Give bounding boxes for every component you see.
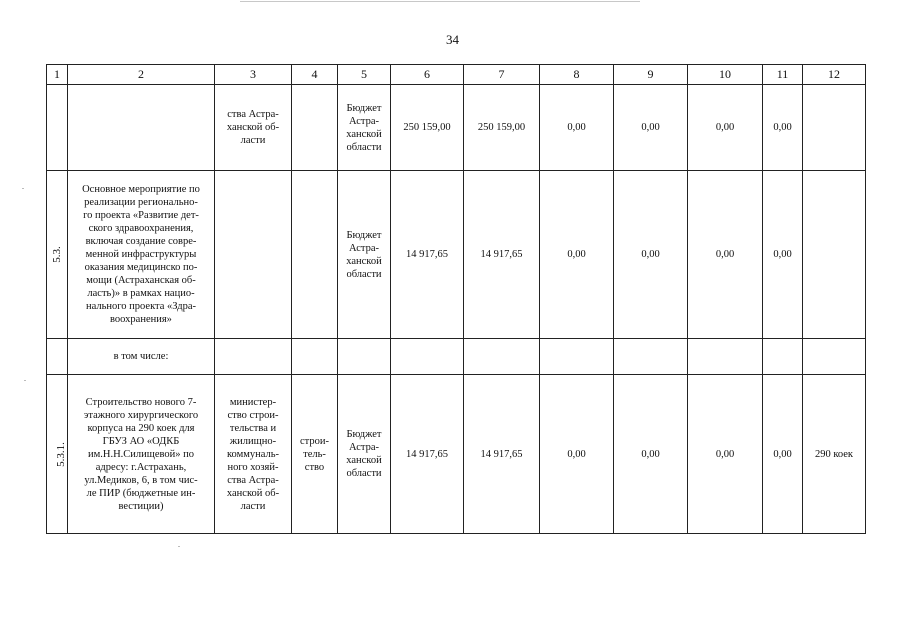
column-header: 8 — [540, 65, 614, 85]
amount-cell: 0,00 — [540, 171, 614, 339]
scan-speck — [178, 546, 180, 547]
funding-source-cell: Бюджет Астра- ханской области — [338, 171, 391, 339]
amount-cell: 14 917,65 — [391, 375, 464, 534]
table-header-row — [47, 65, 866, 85]
event-description-cell: Основное мероприятие по реализации регионально- го проекта «Развитие дет- ского здравоохранения, включая создание совре- менной инфраструктуры оказания медицинско по- мощи (Астраханская об- ласть)» в рамках нацио- нального проекта «Здра- воохранения» — [68, 171, 215, 339]
amount-cell — [391, 339, 464, 375]
row-number-cell — [47, 85, 68, 171]
scan-top-rule — [240, 1, 640, 2]
column-header: 9 — [614, 65, 688, 85]
table-row — [47, 375, 866, 534]
amount-cell: 14 917,65 — [464, 375, 540, 534]
amount-cell: 0,00 — [614, 375, 688, 534]
funding-source-cell: Бюджет Астра- ханской области — [338, 375, 391, 534]
responsible-executor-cell: ства Астра- ханской об- ласти — [215, 85, 292, 171]
activity-type-cell — [292, 85, 338, 171]
activity-type-cell — [292, 171, 338, 339]
responsible-executor-cell — [215, 171, 292, 339]
amount-cell — [464, 339, 540, 375]
table-row — [47, 85, 866, 171]
column-header: 1 — [47, 65, 68, 85]
budget-table — [46, 64, 866, 534]
amount-cell — [688, 339, 763, 375]
amount-cell: 0,00 — [614, 85, 688, 171]
result-cell — [803, 171, 866, 339]
event-description-cell: в том числе: — [68, 339, 215, 375]
amount-cell — [614, 339, 688, 375]
amount-cell: 14 917,65 — [464, 171, 540, 339]
responsible-executor-cell — [215, 339, 292, 375]
column-header: 12 — [803, 65, 866, 85]
column-header: 4 — [292, 65, 338, 85]
result-cell — [803, 339, 866, 375]
amount-cell: 0,00 — [763, 85, 803, 171]
amount-cell: 14 917,65 — [391, 171, 464, 339]
event-description-cell — [68, 85, 215, 171]
amount-cell: 0,00 — [540, 85, 614, 171]
column-header: 11 — [763, 65, 803, 85]
amount-cell — [763, 339, 803, 375]
amount-cell: 250 159,00 — [464, 85, 540, 171]
amount-cell: 0,00 — [688, 85, 763, 171]
column-header: 3 — [215, 65, 292, 85]
page-number: 34 — [446, 32, 459, 47]
activity-type-cell: строи- тель- ство — [292, 375, 338, 534]
scan-speck — [24, 380, 26, 381]
column-header: 7 — [464, 65, 540, 85]
table-row — [47, 339, 866, 375]
amount-cell: 0,00 — [688, 171, 763, 339]
amount-cell: 250 159,00 — [391, 85, 464, 171]
amount-cell: 0,00 — [763, 375, 803, 534]
column-header: 5 — [338, 65, 391, 85]
column-header: 10 — [688, 65, 763, 85]
amount-cell: 0,00 — [763, 171, 803, 339]
responsible-executor-cell: министер- ство строи- тельства и жилищно- коммуналь- ного хозяй- ства Астра- ханской об- ласти — [215, 375, 292, 534]
amount-cell — [540, 339, 614, 375]
result-cell: 290 коек — [803, 375, 866, 534]
event-description-cell: Строительство нового 7- этажного хирургического корпуса на 290 коек для ГБУЗ АО «ОДКБ им.Н.Н.Силищевой» по адресу: г.Астрахань, ул.Медиков, 6, в том чис- ле ПИР (бюджетные ин- вестиции) — [68, 375, 215, 534]
amount-cell: 0,00 — [614, 171, 688, 339]
amount-cell: 0,00 — [540, 375, 614, 534]
row-number-cell: 5.3.1. — [47, 375, 68, 534]
result-cell — [803, 85, 866, 171]
column-header: 6 — [391, 65, 464, 85]
activity-type-cell — [292, 339, 338, 375]
table-row — [47, 171, 866, 339]
row-number-cell: 5.3. — [47, 171, 68, 339]
amount-cell: 0,00 — [688, 375, 763, 534]
scan-speck — [22, 188, 24, 189]
funding-source-cell: Бюджет Астра- ханской области — [338, 85, 391, 171]
funding-source-cell — [338, 339, 391, 375]
column-header: 2 — [68, 65, 215, 85]
row-number-cell — [47, 339, 68, 375]
